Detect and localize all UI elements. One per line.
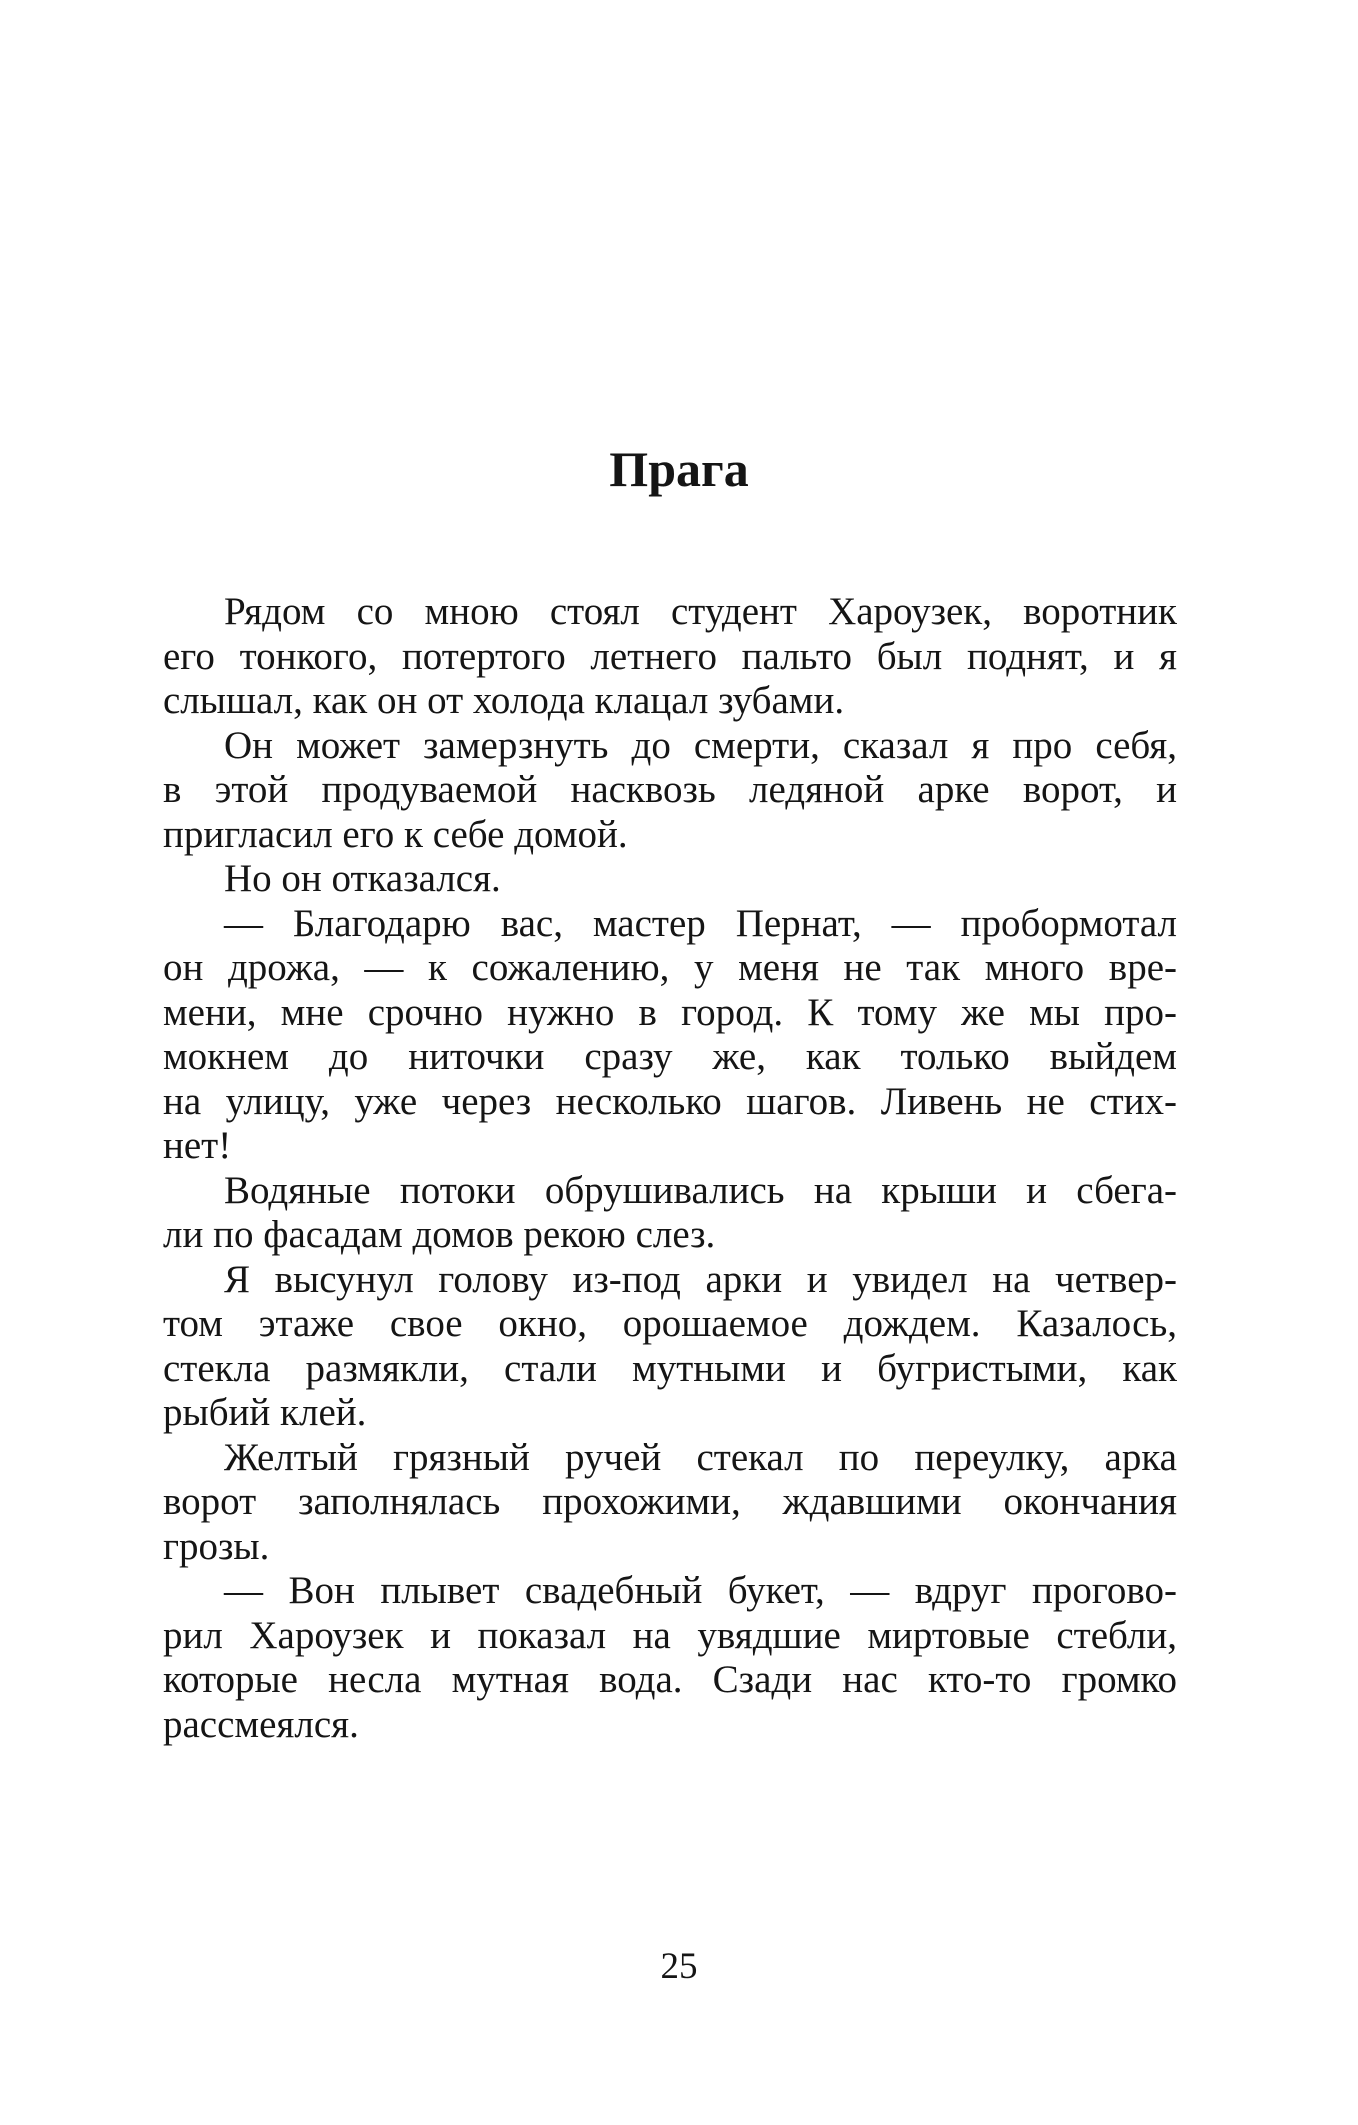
text-line: ворот заполнялась прохожими, ждавшими окончания	[163, 1480, 1177, 1523]
paragraph	[163, 724, 1177, 858]
text-line: его тонкого, потертого летнего пальто был поднят, и я	[163, 634, 1177, 678]
text-line: которые несла мутная вода. Сзади нас кто-то громко	[163, 1658, 1177, 1701]
text-line: Желтый грязный ручей стекал по переулку, арка	[224, 1435, 1177, 1479]
body-text	[163, 590, 1177, 1747]
text-line: — Вон плывет свадебный букет, — вдруг прогово-	[224, 1569, 1177, 1612]
text-line: том этаже свое окно, орошаемое дождем. Казалось,	[163, 1302, 1177, 1345]
text-line: Он может замерзнуть до смерти, сказал я про себя,	[224, 723, 1177, 767]
paragraph	[163, 1436, 1177, 1570]
paragraph	[163, 1569, 1177, 1747]
chapter-title: Прага	[609, 441, 749, 497]
paragraph	[163, 902, 1177, 1169]
text-line: грозы.	[163, 1524, 270, 1568]
text-line: рил Хароузек и показал на увядшие миртовые стебли,	[163, 1613, 1177, 1657]
text-line: мени, мне срочно нужно в город. К тому же мы про-	[163, 990, 1177, 1034]
text-line: ли по фасадам домов рекою слез.	[163, 1213, 716, 1256]
text-line: рассмеялся.	[163, 1702, 359, 1746]
page-number: 25	[660, 1946, 698, 1987]
paragraph	[163, 1258, 1177, 1436]
text-line: Я высунул голову из-под арки и увидел на четвер-	[224, 1257, 1177, 1301]
text-line: на улицу, уже через несколько шагов. Ливень не стих-	[163, 1079, 1177, 1123]
text-line: Но он отказался.	[224, 857, 501, 900]
text-line: Рядом со мною стоял студент Хароузек, воротник	[224, 590, 1177, 633]
text-line: слышал, как он от холода клацал зубами.	[163, 679, 845, 722]
text-line: пригласил его к себе домой.	[163, 812, 628, 856]
text-line: стекла размякли, стали мутными и бугристыми, как	[163, 1346, 1177, 1390]
text-line: Водяные потоки обрушивались на крыши и сбега-	[224, 1168, 1177, 1212]
paragraph	[163, 1169, 1177, 1258]
text-line: нет!	[163, 1124, 232, 1167]
text-line: он дрожа, — к сожалению, у меня не так много вре-	[163, 946, 1177, 989]
text-line: рыбий клей.	[163, 1391, 367, 1434]
paragraph	[163, 590, 1177, 724]
text-line: в этой продуваемой насквозь ледяной арке ворот, и	[163, 768, 1177, 811]
text-line: мокнем до ниточки сразу же, как только выйдем	[163, 1035, 1177, 1078]
paragraph	[163, 857, 1177, 902]
text-line: — Благодарю вас, мастер Пернат, — пробормотал	[224, 901, 1177, 945]
